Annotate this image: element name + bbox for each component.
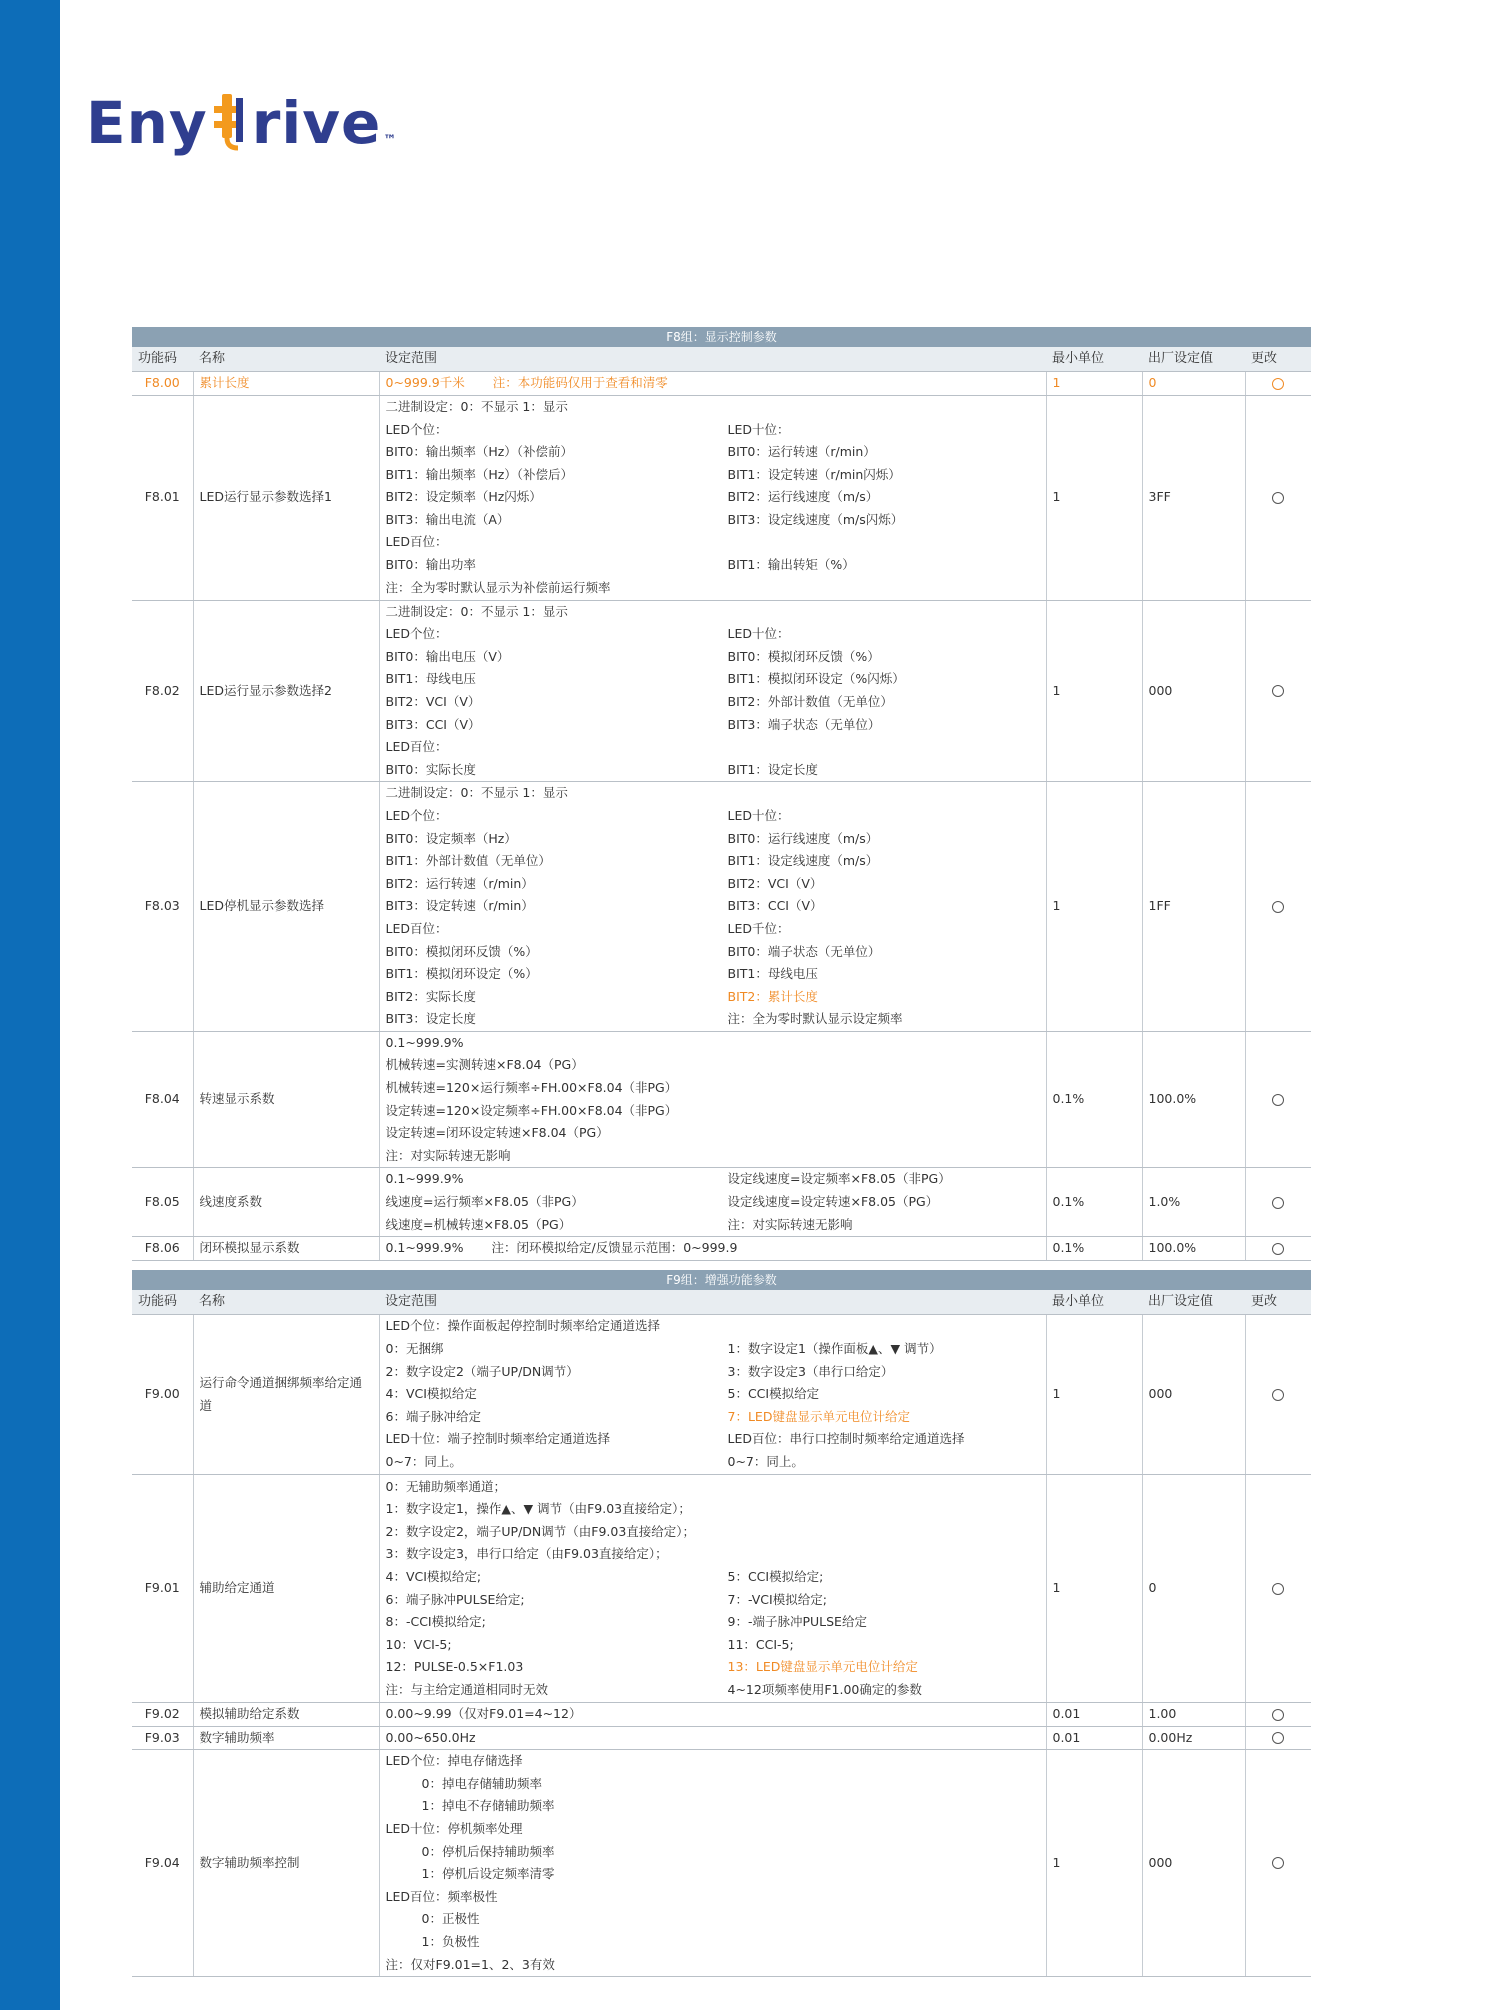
- changeable-circle-icon: [1272, 1197, 1284, 1209]
- changeable-circle-icon: [1272, 492, 1284, 504]
- param-range: 0.1~999.9% 设定线速度=设定频率×F8.05（非PG） 线速度=运行频率×F8.05（非PG） 设定线速度=设定转速×F8.05（PG） 线速度=机械转速×F8.05（PG） 注：对实际转速无影响: [379, 1168, 1046, 1237]
- param-name: 数字辅助频率: [193, 1726, 379, 1750]
- logo-plug-icon: [208, 88, 252, 152]
- f9-parameter-table: [132, 1270, 1311, 1977]
- param-code: F8.05: [132, 1168, 193, 1237]
- header-name: 名称: [193, 347, 379, 372]
- param-unit: 1: [1046, 600, 1142, 782]
- param-name: 转速显示系数: [193, 1031, 379, 1168]
- param-change: [1245, 1750, 1311, 1977]
- param-row-f8-04: [132, 1031, 1311, 1168]
- param-range: 0.00~9.99（仅对F9.01=4~12）: [379, 1703, 1046, 1727]
- param-code: F8.06: [132, 1237, 193, 1261]
- param-name: 累计长度: [193, 372, 379, 396]
- param-default: 000: [1142, 600, 1245, 782]
- param-code: F9.04: [132, 1750, 193, 1977]
- param-change: [1245, 1726, 1311, 1750]
- header-unit: 最小单位: [1046, 1290, 1142, 1315]
- param-default: 1FF: [1142, 782, 1245, 1032]
- param-name: 闭环模拟显示系数: [193, 1237, 379, 1261]
- param-range: 0：无辅助频率通道； 1：数字设定1，操作▲、▼ 调节（由F9.03直接给定）； 2：数字设定2，端子UP/DN调节（由F9.03直接给定）； 3：数字设定3，串行口给定（由F9.03直接给定）； 4：VCI模拟给定; 5：CCI模拟给定; 6：端子脉冲PULSE给定; 7：-VCI模拟给定; 8：-CCI模拟给定; 9：-端子脉冲PULSE给定 10：VCI-5; 11：CCI-5; 12：PULSE-0.5×F1.03 13：LED键盘显示单元电位计给定 注：与主给定通道相同时无效 4~12项频率使用F1.00确定的参数: [379, 1475, 1046, 1703]
- param-row-f9-01: [132, 1475, 1311, 1703]
- param-unit: 0.1%: [1046, 1031, 1142, 1168]
- param-default: 1.0%: [1142, 1168, 1245, 1237]
- changeable-circle-icon: [1272, 1389, 1284, 1401]
- header-name: 名称: [193, 1290, 379, 1315]
- param-range: 二进制设定：0：不显示 1：显示 LED个位： LED十位： BIT0：输出电压（V） BIT0：模拟闭环反馈（%） BIT1：母线电压 BIT1：模拟闭环设定（%闪烁） BIT2：VCI（V） BIT2：外部计数值（无单位） BIT3：CCI（V） BIT3：端子状态（无单位） LED百位： BIT0：实际长度 BIT1：设定长度: [379, 600, 1046, 782]
- param-default: 0: [1142, 372, 1245, 396]
- header-code: 功能码: [132, 347, 193, 372]
- param-change: [1245, 1475, 1311, 1703]
- enydrive-logo: Eny rive ™: [86, 89, 398, 157]
- param-code: F9.02: [132, 1703, 193, 1727]
- param-range: 0.00~650.0Hz: [379, 1726, 1046, 1750]
- param-unit: 0.01: [1046, 1726, 1142, 1750]
- param-default: 100.0%: [1142, 1237, 1245, 1261]
- param-name: LED运行显示参数选择2: [193, 600, 379, 782]
- param-range: LED个位：操作面板起停控制时频率给定通道选择 0：无捆绑 1：数字设定1（操作面板▲、▼ 调节） 2：数字设定2（端子UP/DN调节） 3：数字设定3（串行口给定） 4：VCI模拟给定 5：CCI模拟给定 6：端子脉冲给定 7：LED键盘显示单元电位计给定 LED十位：端子控制时频率给定通道选择 LED百位：串行口控制时频率给定通道选择 0~7：同上。 0~7：同上。: [379, 1315, 1046, 1475]
- param-name: LED停机显示参数选择: [193, 782, 379, 1032]
- param-row-f9-00: [132, 1315, 1311, 1475]
- param-row-f8-06: [132, 1237, 1311, 1261]
- param-unit: 1: [1046, 1750, 1142, 1977]
- param-default: 100.0%: [1142, 1031, 1245, 1168]
- param-unit: 0.1%: [1046, 1168, 1142, 1237]
- param-unit: 1: [1046, 395, 1142, 600]
- changeable-circle-icon: [1272, 1857, 1284, 1869]
- param-change: [1245, 1315, 1311, 1475]
- param-default: 0.00Hz: [1142, 1726, 1245, 1750]
- param-range: 二进制设定：0：不显示 1：显示 LED个位： LED十位： BIT0：输出频率（Hz）（补偿前） BIT0：运行转速（r/min） BIT1：输出频率（Hz）（补偿后） BIT1：设定转速（r/min闪烁） BIT2：设定频率（Hz闪烁） BIT2：运行线速度（m/s） BIT3：输出电流（A） BIT3：设定线速度（m/s闪烁） LED百位： BIT0：输出功率 BIT1：输出转矩（%） 注：全为零时默认显示为补偿前运行频率: [379, 395, 1046, 600]
- param-change: [1245, 1703, 1311, 1727]
- param-row-f9-04: [132, 1750, 1311, 1977]
- param-code: F8.04: [132, 1031, 193, 1168]
- changeable-circle-icon: [1272, 1709, 1284, 1721]
- param-code: F8.02: [132, 600, 193, 782]
- f8-header-row: [132, 347, 1311, 372]
- changeable-circle-icon: [1272, 1583, 1284, 1595]
- param-default: 3FF: [1142, 395, 1245, 600]
- param-default: 1.00: [1142, 1703, 1245, 1727]
- param-code: F9.00: [132, 1315, 193, 1475]
- param-row-f8-01: [132, 395, 1311, 600]
- header-unit: 最小单位: [1046, 347, 1142, 372]
- param-range: 0.1~999.9% 注：闭环模拟给定/反馈显示范围：0~999.9: [379, 1237, 1046, 1261]
- param-unit: 1: [1046, 782, 1142, 1032]
- f8-group-title: F8组：显示控制参数: [132, 327, 1311, 347]
- param-default: 000: [1142, 1750, 1245, 1977]
- param-name: 运行命令通道捆绑频率给定通道: [193, 1315, 379, 1475]
- param-default: 000: [1142, 1315, 1245, 1475]
- param-change: [1245, 395, 1311, 600]
- param-row-f8-02: [132, 600, 1311, 782]
- param-range: 0~999.9千米 注：本功能码仅用于查看和清零: [379, 372, 1046, 396]
- param-unit: 1: [1046, 1475, 1142, 1703]
- param-change: [1245, 1031, 1311, 1168]
- param-code: F8.03: [132, 782, 193, 1032]
- changeable-circle-icon: [1272, 378, 1284, 390]
- param-row-f8-00: [132, 372, 1311, 396]
- param-unit: 0.1%: [1046, 1237, 1142, 1261]
- param-change: [1245, 1168, 1311, 1237]
- param-code: F8.01: [132, 395, 193, 600]
- param-range: 二进制设定：0：不显示 1：显示 LED个位： LED十位： BIT0：设定频率（Hz） BIT0：运行线速度（m/s） BIT1：外部计数值（无单位） BIT1：设定线速度（m/s） BIT2：运行转速（r/min） BIT2：VCI（V） BIT3：设定转速（r/min） BIT3：CCI（V） LED百位： LED千位： BIT0：模拟闭环反馈（%） BIT0：端子状态（无单位） BIT1：模拟闭环设定（%） BIT1：母线电压 BIT2：实际长度 BIT2：累计长度 BIT3：设定长度 注：全为零时默认显示设定频率: [379, 782, 1046, 1032]
- header-range: 设定范围: [379, 347, 1046, 372]
- param-default: 0: [1142, 1475, 1245, 1703]
- param-name: LED运行显示参数选择1: [193, 395, 379, 600]
- changeable-circle-icon: [1272, 1732, 1284, 1744]
- param-code: F9.03: [132, 1726, 193, 1750]
- param-change: [1245, 600, 1311, 782]
- header-default: 出厂设定值: [1142, 1290, 1245, 1315]
- changeable-circle-icon: [1272, 901, 1284, 913]
- param-row-f8-03: [132, 782, 1311, 1032]
- param-unit: 1: [1046, 1315, 1142, 1475]
- header-change: 更改: [1245, 347, 1311, 372]
- param-change: [1245, 1237, 1311, 1261]
- param-change: [1245, 372, 1311, 396]
- param-row-f9-02: [132, 1703, 1311, 1727]
- param-name: 线速度系数: [193, 1168, 379, 1237]
- param-unit: 0.01: [1046, 1703, 1142, 1727]
- header-default: 出厂设定值: [1142, 347, 1245, 372]
- header-code: 功能码: [132, 1290, 193, 1315]
- header-range: 设定范围: [379, 1290, 1046, 1315]
- param-name: 数字辅助频率控制: [193, 1750, 379, 1977]
- f9-group-title: F9组：增强功能参数: [132, 1270, 1311, 1290]
- header-change: 更改: [1245, 1290, 1311, 1315]
- changeable-circle-icon: [1272, 1243, 1284, 1255]
- param-row-f8-05: [132, 1168, 1311, 1237]
- changeable-circle-icon: [1272, 685, 1284, 697]
- changeable-circle-icon: [1272, 1094, 1284, 1106]
- param-code: F9.01: [132, 1475, 193, 1703]
- f8-parameter-table: [132, 327, 1311, 1261]
- param-name: 辅助给定通道: [193, 1475, 379, 1703]
- param-range: LED个位：掉电存储选择 0：掉电存储辅助频率 1：掉电不存储辅助频率 LED十位：停机频率处理 0：停机后保持辅助频率 1：停机后设定频率清零 LED百位：频率极性 0：正极性 1：负极性 注：仅对F9.01=1、2、3有效: [379, 1750, 1046, 1977]
- param-range: 0.1~999.9% 机械转速=实测转速×F8.04（PG） 机械转速=120×运行频率÷FH.00×F8.04（非PG） 设定转速=120×设定频率÷FH.00×F8.04（非PG） 设定转速=闭环设定转速×F8.04（PG） 注：对实际转速无影响: [379, 1031, 1046, 1168]
- param-change: [1245, 782, 1311, 1032]
- param-code: F8.00: [132, 372, 193, 396]
- param-unit: 1: [1046, 372, 1142, 396]
- param-name: 模拟辅助给定系数: [193, 1703, 379, 1727]
- param-row-f9-03: [132, 1726, 1311, 1750]
- f9-header-row: [132, 1290, 1311, 1315]
- blue-side-bar: [0, 0, 60, 2010]
